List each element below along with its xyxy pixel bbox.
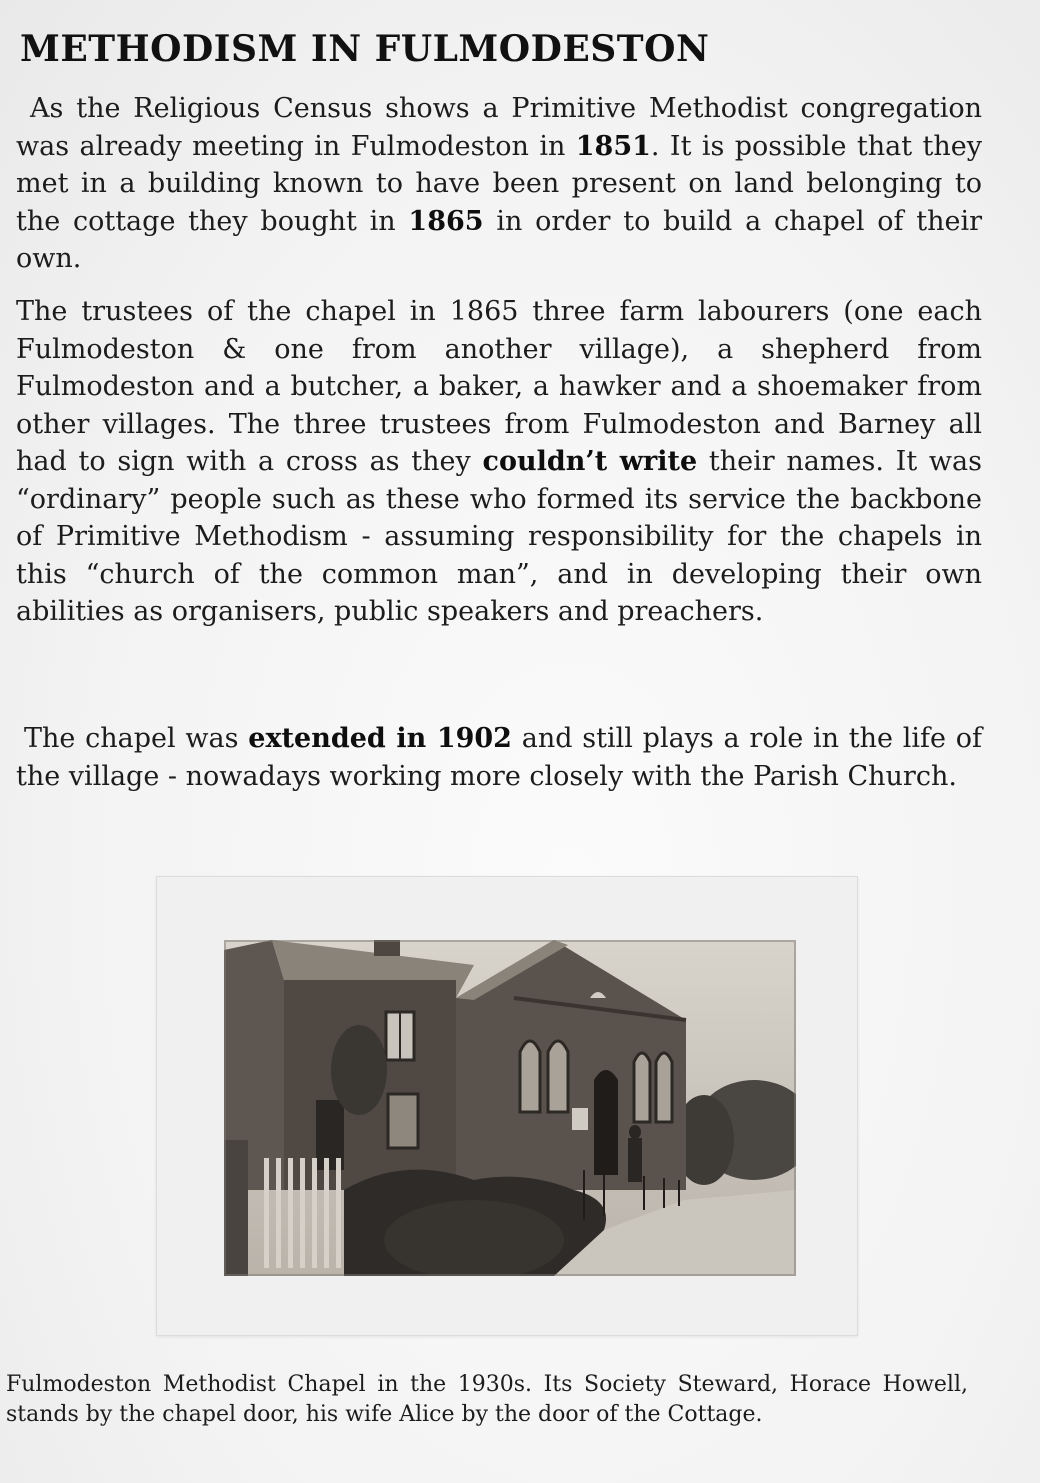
- bold-extended-1902: extended in 1902: [248, 723, 512, 754]
- photo-caption: Fulmodeston Methodist Chapel in the 1930s. Its Society Steward, Horace Howell, stands by the chapel door, his wife Alice by the door of the Cottage.: [6, 1372, 968, 1427]
- chapel-photo-illustration: [224, 940, 796, 1276]
- bold-year-1851: 1851: [575, 130, 651, 162]
- text-run: The trustees of the chapel in 1865 three farm labourers (one each Fulmodeston & one from another village), a shepherd from Fulmodeston and a butcher, a baker, a hawker and a shoemaker from other villages. The three trustees from Fulmodeston and Barney all had to sign with a cross as they: [16, 296, 982, 477]
- paragraph-census: [16, 90, 982, 278]
- text-run: The chapel was: [24, 723, 249, 754]
- text-run: in order to build a chapel of their own.: [16, 205, 982, 274]
- text-run: and still plays a role in the life of the village - nowadays working more closely with the Parish Church.: [16, 723, 983, 792]
- chapel-photo: [224, 940, 796, 1276]
- bold-year-1865: 1865: [408, 205, 484, 237]
- text-run: their names. It was “ordinary” people such as these who formed its service the backbone of Primitive Methodism - assuming responsibility for the chapels in this “church of the common man”, and in developing their own abilities as organisers, public speakers and preachers.: [16, 446, 982, 627]
- bold-couldnt-write: couldn’t write: [482, 446, 698, 477]
- text-run: As the Religious Census shows a Primitive Methodist congregation was already meeting in Fulmodeston in: [16, 93, 982, 162]
- text-run: . It is possible that they met in a building known to have been present on land belonging to the cottage they bought in: [16, 130, 982, 237]
- paragraph-trustees: [16, 293, 982, 631]
- page-title: METHODISM IN FULMODESTON: [20, 28, 710, 70]
- paragraph-extension: [16, 720, 982, 795]
